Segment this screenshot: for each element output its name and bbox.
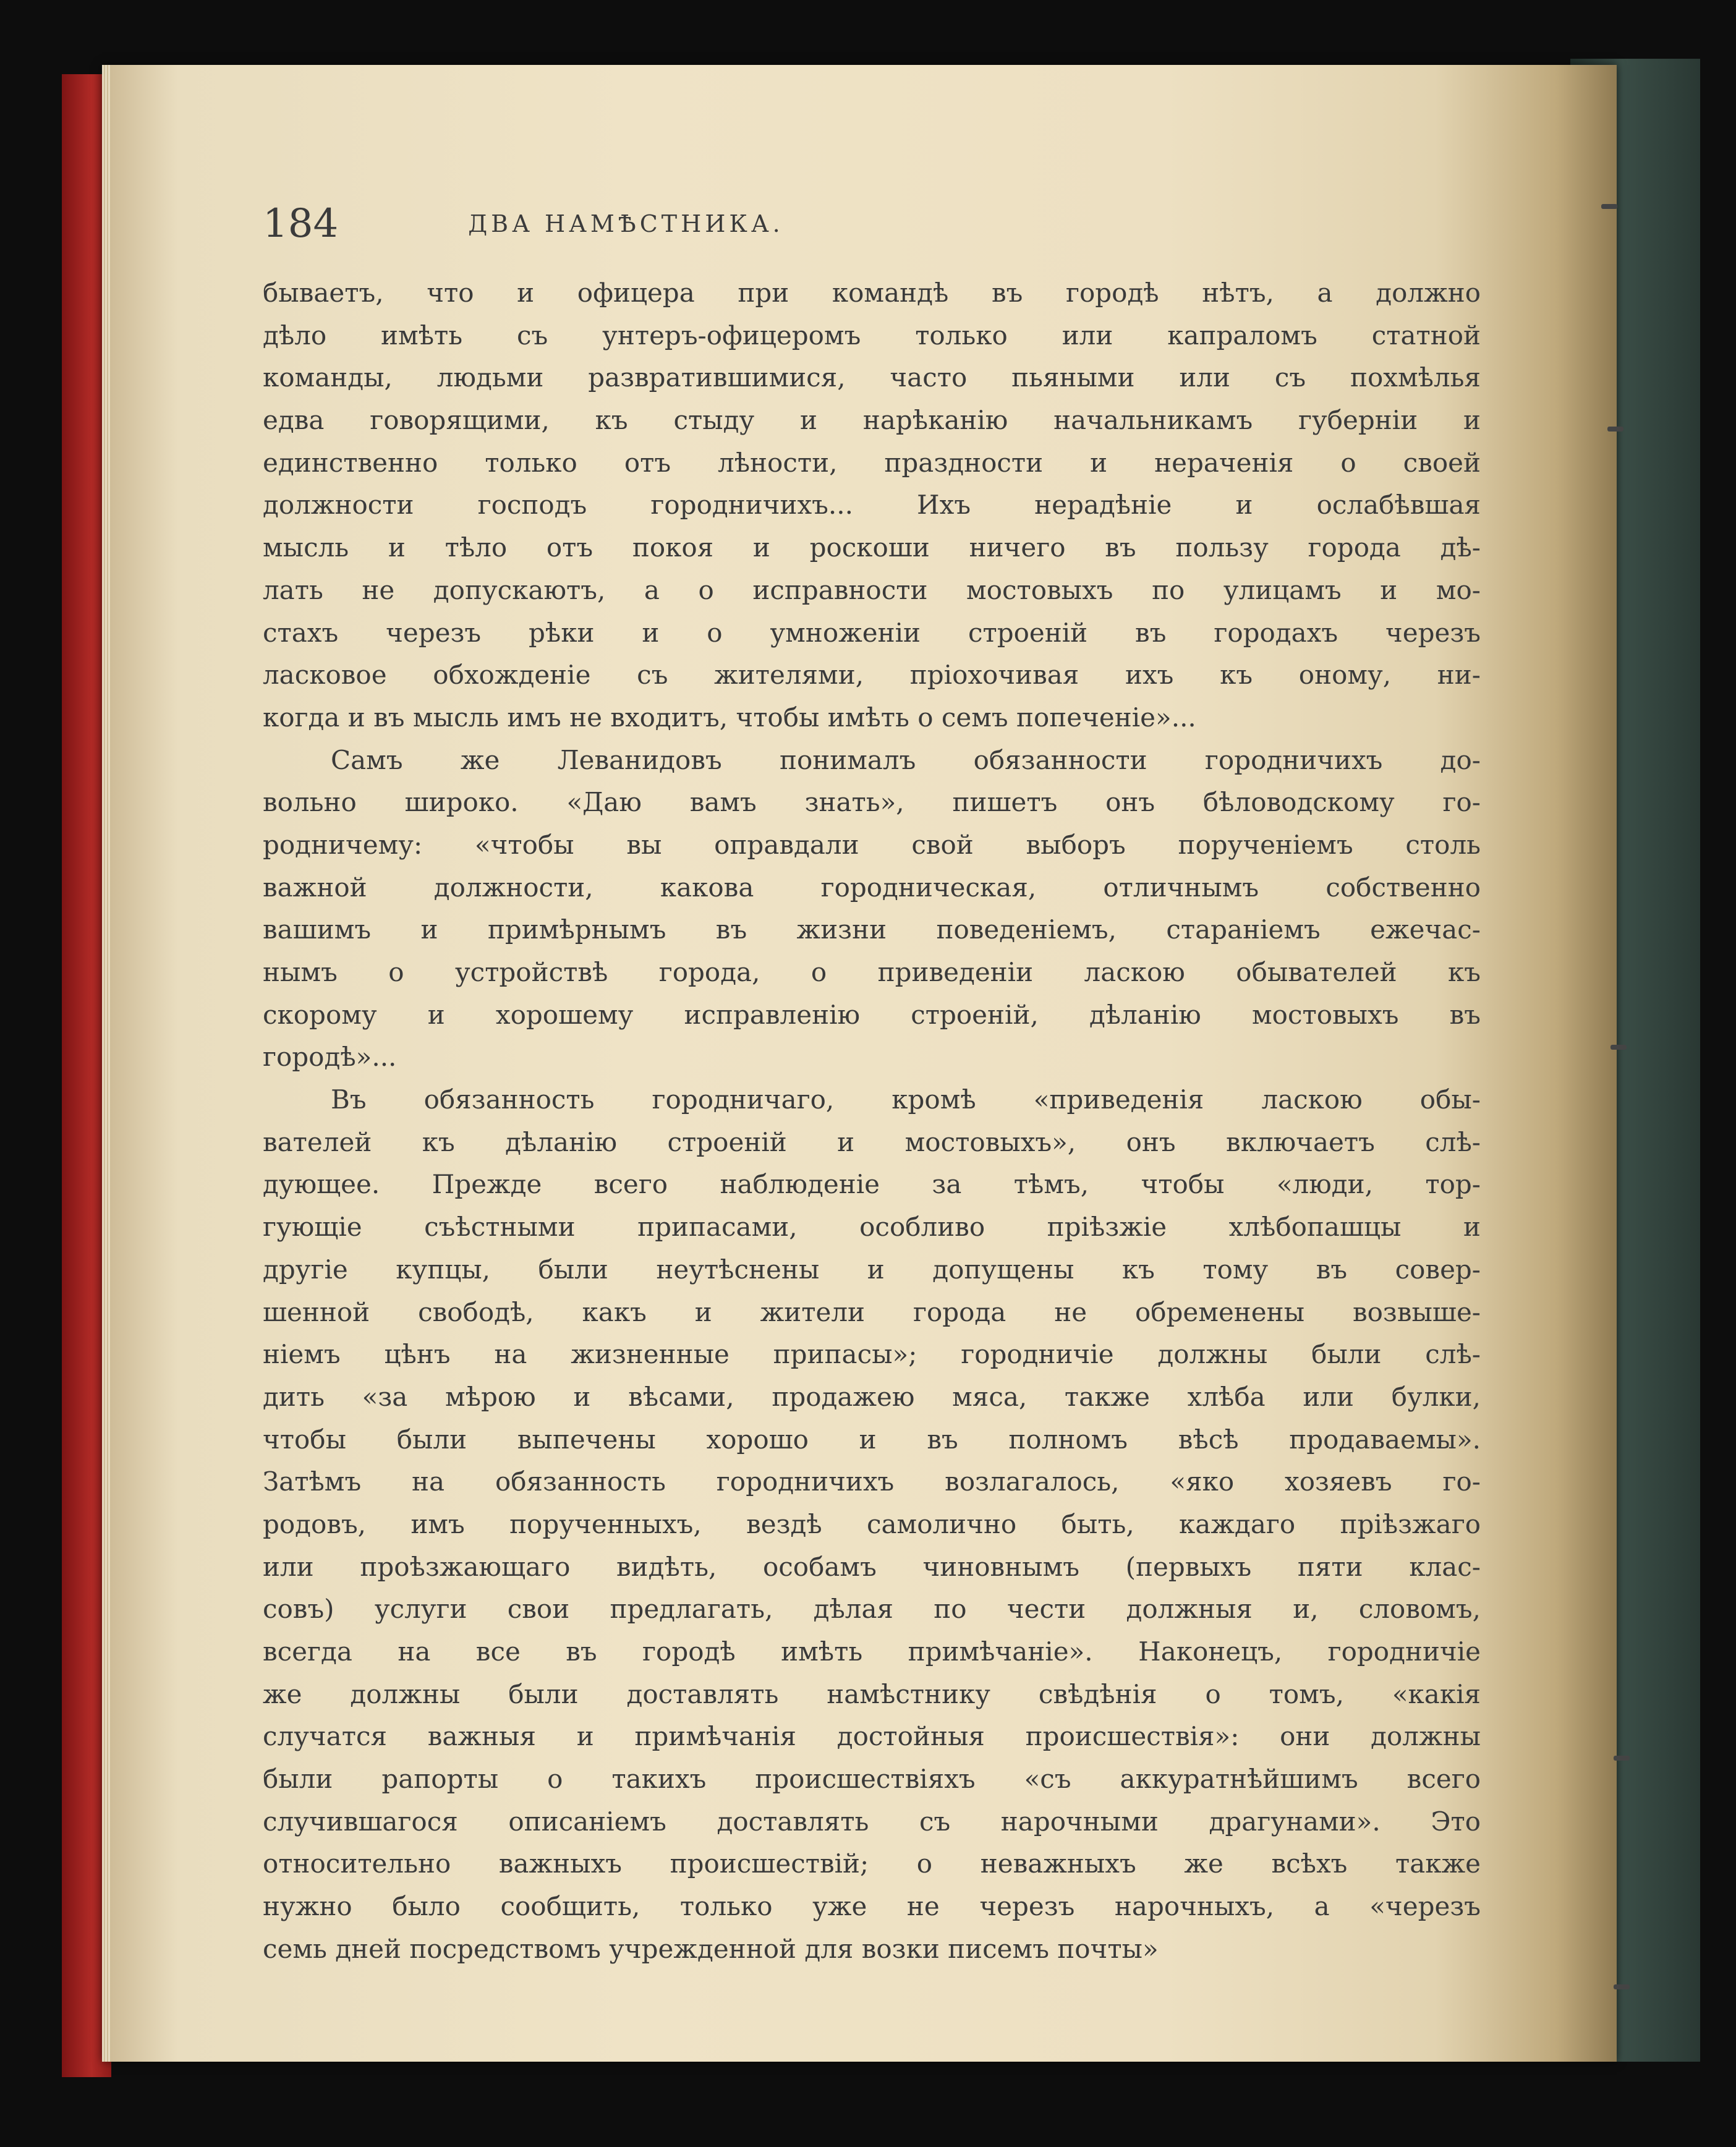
text-line: мысль и тѣло отъ покоя и роскоши ничего въ пользу города дѣ- [263,532,1481,563]
text-line: команды, людьми развратившимися, часто пьяными или съ похмѣлья [263,362,1481,393]
text-line: ніемъ цѣнъ на жизненные припасы»; городничіе должны были слѣ- [263,1339,1481,1370]
text-line: вашимъ и примѣрнымъ въ жизни поведеніемъ, стараніемъ ежечас- [263,914,1481,945]
text-line: должности господъ городничихъ... Ихъ нерадѣніе и ослабѣвшая [263,490,1481,521]
binding-tick-mark [1614,1984,1630,1989]
binding-tick-mark [1614,1756,1630,1761]
text-line: нымъ о устройствѣ города, о приведеніи ласкою обывателей къ [263,957,1481,987]
text-line: случившагося описаніемъ доставлять съ нарочными драгунами». Это [263,1806,1481,1837]
text-line: относительно важныхъ происшествій; о неважныхъ же всѣхъ также [263,1848,1481,1879]
text-line: родничему: «чтобы вы оправдали свой выборъ порученіемъ столь [263,829,1481,860]
text-line: вольно широко. «Даю вамъ знать», пишетъ онъ бѣловодскому го- [263,787,1481,818]
text-line: когда и въ мысль имъ не входитъ, чтобы имѣть о семъ попеченіе»... [263,702,1196,733]
binding-tick-mark [1601,204,1617,209]
text-line: или проѣзжающаго видѣть, особамъ чиновнымъ (первыхъ пяти клас- [263,1551,1481,1582]
text-line: дить «за мѣрою и вѣсами, продажею мяса, также хлѣба или булки, [263,1381,1481,1412]
running-title: ДВА НАМѢСТНИКА. [468,210,784,237]
text-line: же должны были доставлять намѣстнику свѣдѣнія о томъ, «какія [263,1678,1481,1709]
text-line: Самъ же Леванидовъ понималъ обязанности городничихъ до- [331,744,1481,775]
text-line: дѣло имѣть съ унтеръ-офицеромъ только или капраломъ статной [263,320,1481,351]
page-edge-stack [102,65,111,2062]
text-line: ласковое обхожденіе съ жителями, пріохочивая ихъ къ оному, ни- [263,660,1481,691]
text-line: нужно было сообщить, только уже не черезъ нарочныхъ, а «черезъ [263,1891,1481,1922]
text-line: всегда на все въ городѣ имѣть примѣчаніе». Наконецъ, городничіе [263,1636,1481,1667]
text-line: совъ) услуги свои предлагать, дѣлая по чести должныя и, словомъ, [263,1594,1481,1625]
page-number: 184 [263,201,339,247]
text-line: скорому и хорошему исправленію строеній, дѣланію мостовыхъ въ [263,999,1481,1030]
running-head [263,199,1481,249]
binding-tick-mark [1607,427,1623,432]
text-line: были рапорты о такихъ происшествіяхъ «съ аккуратнѣйшимъ всего [263,1764,1481,1795]
text-line: лать не допускаютъ, а о исправности мостовыхъ по улицамъ и мо- [263,574,1481,605]
text-line: городѣ»... [263,1042,397,1073]
body-text [263,272,1481,1971]
text-line: дующее. Прежде всего наблюденіе за тѣмъ, чтобы «люди, тор- [263,1169,1481,1200]
text-line: другіе купцы, были неутѣснены и допущены къ тому въ совер- [263,1254,1481,1285]
text-line: шенной свободѣ, какъ и жители города не обременены возвыше- [263,1296,1481,1327]
binding-tick-mark [1610,1045,1627,1050]
text-line: вателей къ дѣланію строеній и мостовыхъ», онъ включаетъ слѣ- [263,1126,1481,1157]
text-line: бываетъ, что и офицера при командѣ въ городѣ нѣтъ, а должно [263,278,1481,308]
text-line: родовъ, имъ порученныхъ, вездѣ самолично быть, каждаго пріѣзжаго [263,1508,1481,1539]
text-line: важной должности, какова городническая, отличнымъ собственно [263,872,1481,903]
text-line: едва говорящими, къ стыду и нарѣканію начальникамъ губерніи и [263,405,1481,436]
text-line: чтобы были выпечены хорошо и въ полномъ вѣсѣ продаваемы». [263,1424,1481,1455]
text-line: случатся важныя и примѣчанія достойныя происшествія»: они должны [263,1721,1481,1752]
text-line: семь дней посредствомъ учрежденной для возки писемъ почты» [263,1933,1159,1964]
text-line: гующіе съѣстными припасами, особливо пріѣзжіе хлѣбопашцы и [263,1212,1481,1243]
text-line: Въ обязанность городничаго, кромѣ «приведенія ласкою обы- [331,1084,1481,1115]
text-line: стахъ черезъ рѣки и о умноженіи строеній въ городахъ черезъ [263,617,1481,648]
text-line: Затѣмъ на обязанность городничихъ возлагалось, «яко хозяевъ го- [263,1466,1481,1497]
text-line: единственно только отъ лѣности, праздности и нераченія о своей [263,447,1481,478]
